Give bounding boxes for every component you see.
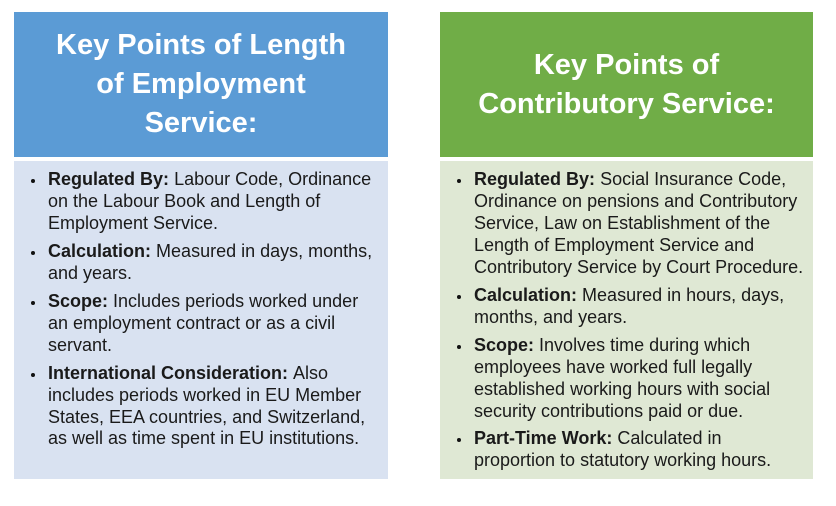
bullet-label: Part-Time Work: [474,428,613,449]
bullet-label: Scope: [474,334,535,355]
bullet-label: Calculation: [48,240,152,261]
bullet-international-consideration [46,363,382,451]
card-employment-service [14,12,388,479]
card-employment-title-line-3: Service: [144,106,258,139]
card-contributory-header [440,12,813,157]
card-employment-title-line-2: of Employment [96,68,306,101]
bullet-calculation [472,285,807,329]
bullet-scope [472,335,807,423]
card-contributory-body [440,161,813,479]
bullet-text: Involves time during which employees have worked full legally established working hours with social security contributions paid or due. [474,334,771,421]
bullet-text: Includes periods worked under an employment contract or as a civil servant. [48,290,359,355]
bullet-regulated-by [472,169,807,279]
bullet-text: Also includes periods worked in EU Member States, EEA countries, and Switzerland, as well as time spent in EU institutions. [48,362,366,449]
bullet-label: International Consideration: [48,362,289,383]
card-contributory-service [440,12,813,479]
bullet-text: Calculated in proportion to statutory working hours. [474,428,772,471]
bullet-scope [46,291,382,357]
bullet-calculation [46,241,382,285]
bullet-regulated-by [46,169,382,235]
bullet-text: Labour Code, Ordinance on the Labour Book and Length of Employment Service. [48,169,372,233]
card-employment-header [14,12,388,157]
bullet-label: Scope: [48,290,109,311]
bullet-text: Measured in hours, days, months, and years. [474,284,785,327]
card-contributory-title-line-1: Key Points of [533,48,720,81]
card-employment-body [14,161,388,479]
bullet-label: Calculation: [474,284,578,305]
bullet-text: Social Insurance Code, Ordinance on pensions and Contributory Service, Law on Establishment of the Length of Employment Service and Contributory Service by Court Procedure. [474,169,804,277]
employment-bullet-list [22,169,382,450]
bullet-text: Measured in days, months, and years. [48,240,373,283]
contributory-bullet-list [448,169,807,472]
bullet-part-time-work [472,428,807,472]
bullet-label: Regulated By: [474,169,596,189]
card-contributory-title-line-2: Contributory Service: [478,87,775,120]
card-employment-title-line-1: Key Points of Length [56,29,346,62]
bullet-label: Regulated By: [48,169,170,189]
